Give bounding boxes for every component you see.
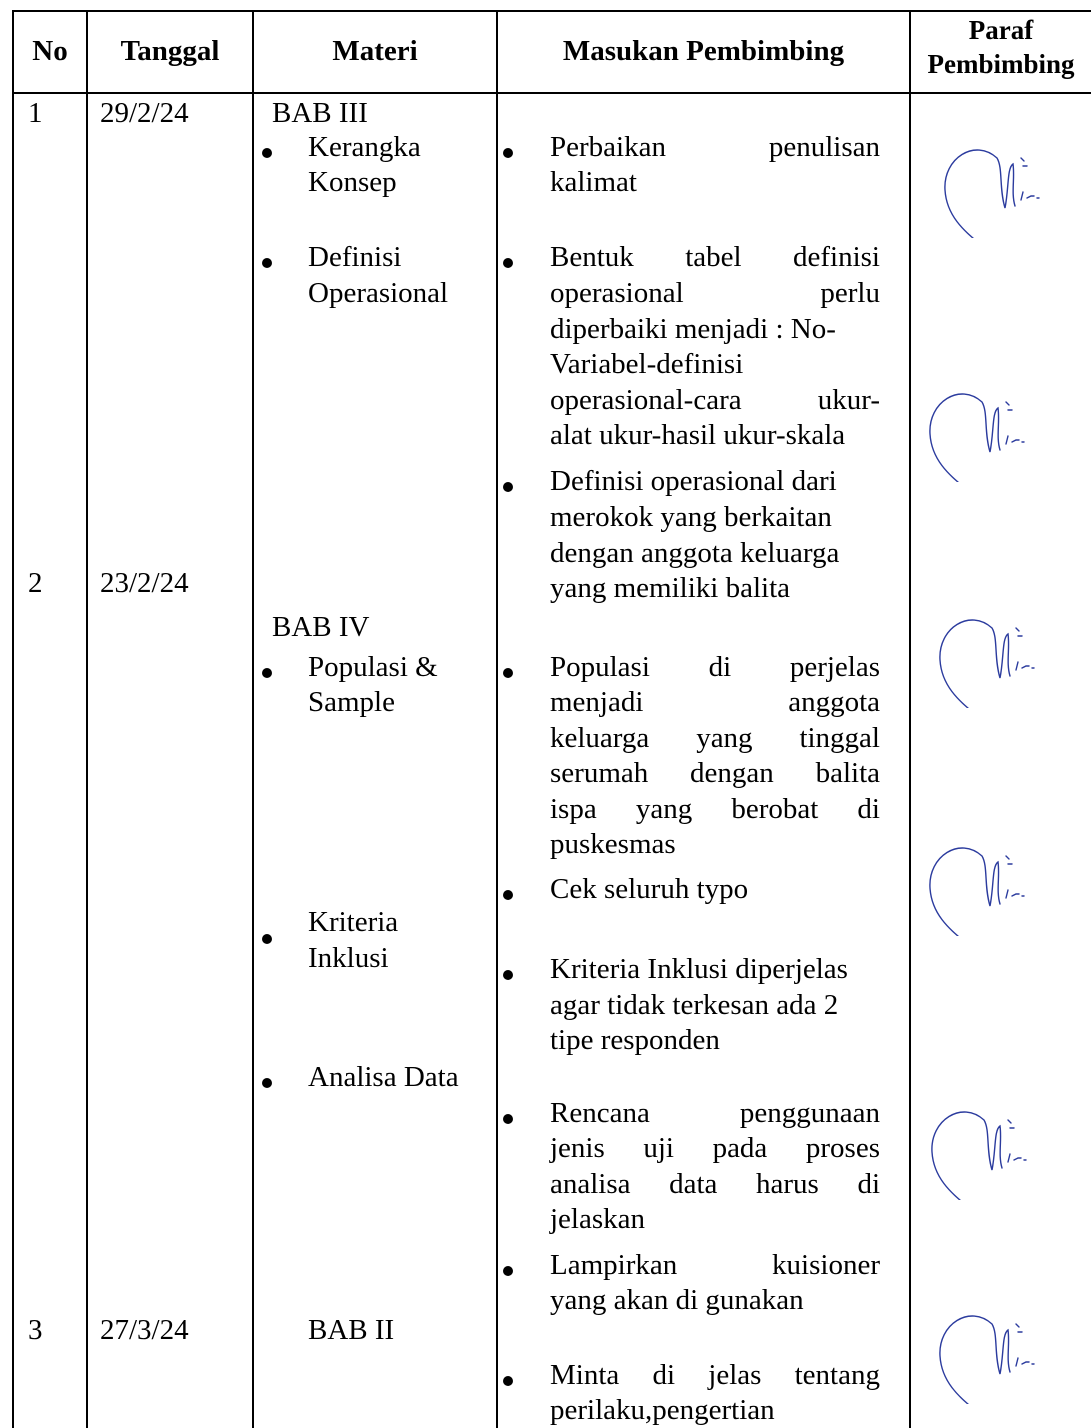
- materi-item: Konsep: [308, 166, 397, 198]
- signature-icon: [920, 826, 1050, 936]
- feedback-line: yang akan di gunakan: [550, 1284, 804, 1316]
- bullet: [262, 934, 272, 944]
- feedback-line: operasional perlu: [550, 277, 880, 309]
- bullet: [503, 148, 513, 158]
- column-border: [86, 10, 88, 1428]
- feedback-line: tipe responden: [550, 1024, 720, 1056]
- materi-item: Inklusi: [308, 942, 389, 974]
- materi-item: Populasi &: [308, 651, 438, 683]
- feedback-line: merokok yang berkaitan: [550, 501, 832, 533]
- signature-icon: [922, 1090, 1052, 1200]
- bullet: [503, 890, 513, 900]
- bullet: [503, 970, 513, 980]
- feedback-line: perilaku,pengertian: [550, 1394, 775, 1426]
- feedback-line: menjadi anggota: [550, 686, 880, 718]
- bullet: [262, 258, 272, 268]
- feedback-line: Populasi di perjelas: [550, 651, 880, 683]
- materi-item: Analisa Data: [308, 1061, 459, 1093]
- header-bottom-border: [12, 92, 1091, 94]
- feedback-line: alat ukur-hasil ukur-skala: [550, 419, 846, 451]
- materi-item: Sample: [308, 686, 395, 718]
- feedback-line: agar tidak terkesan ada 2: [550, 989, 839, 1021]
- bullet: [503, 1266, 513, 1276]
- row-date: 27/3/24: [100, 1314, 189, 1346]
- bullet: [262, 1078, 272, 1088]
- feedback-line: serumah dengan balita: [550, 757, 880, 789]
- feedback-line: dengan anggota keluarga: [550, 537, 840, 569]
- header-paraf: Paraf: [968, 15, 1034, 45]
- feedback-line: Rencana penggunaan: [550, 1097, 880, 1129]
- feedback-line: ispa yang berobat di: [550, 793, 880, 825]
- materi-chapter: BAB III: [272, 97, 368, 129]
- feedback-line: Bentuk tabel definisi: [550, 241, 880, 273]
- column-border: [252, 10, 254, 1428]
- row-no: 3: [28, 1314, 43, 1346]
- feedback-line: Perbaikan penulisan: [550, 131, 880, 163]
- column-border: [12, 10, 14, 1428]
- table-top-border: [12, 10, 1091, 12]
- feedback-line: yang memiliki balita: [550, 572, 791, 604]
- materi-item: Operasional: [308, 277, 449, 309]
- feedback-line: analisa data harus di: [550, 1168, 880, 1200]
- signature-icon: [935, 128, 1065, 238]
- feedback-line: Kriteria Inklusi diperjelas: [550, 953, 848, 985]
- header-materi: Materi: [332, 35, 418, 67]
- header-tanggal: Tanggal: [120, 35, 220, 67]
- materi-chapter: BAB II: [308, 1314, 395, 1346]
- row-date: 29/2/24: [100, 97, 189, 129]
- feedback-line: operasional-cara ukur-: [550, 384, 880, 416]
- feedback-line: diperbaiki menjadi : No-: [550, 313, 836, 345]
- row-date: 23/2/24: [100, 567, 189, 599]
- bullet: [503, 668, 513, 678]
- bullet: [262, 148, 272, 158]
- materi-chapter: BAB IV: [272, 611, 370, 643]
- feedback-line: Lampirkan kuisioner: [550, 1249, 880, 1281]
- row-no: 1: [28, 97, 43, 129]
- feedback-line: jelaskan: [550, 1203, 646, 1235]
- bullet: [503, 1376, 513, 1386]
- signature-icon: [930, 598, 1060, 708]
- bullet: [262, 668, 272, 678]
- feedback-line: keluarga yang tinggal: [550, 722, 880, 754]
- bullet: [503, 482, 513, 492]
- feedback-line: puskesmas: [550, 828, 676, 860]
- materi-item: Kerangka: [308, 131, 421, 163]
- feedback-line: Definisi operasional dari: [550, 465, 837, 497]
- feedback-line: Variabel-definisi: [550, 348, 744, 380]
- feedback-line: kalimat: [550, 166, 637, 198]
- header-pembimbing: Pembimbing: [927, 49, 1075, 79]
- header-no: No: [32, 35, 68, 67]
- column-border: [496, 10, 498, 1428]
- column-border: [909, 10, 911, 1428]
- feedback-line: jenis uji pada proses: [550, 1132, 880, 1164]
- materi-item: Definisi: [308, 241, 402, 273]
- header-masukan: Masukan Pembimbing: [562, 35, 845, 67]
- bullet: [503, 1114, 513, 1124]
- bullet: [503, 258, 513, 268]
- materi-item: Kriteria: [308, 906, 399, 938]
- feedback-line: Minta di jelas tentang: [550, 1359, 880, 1391]
- feedback-line: Cek seluruh typo: [550, 873, 749, 905]
- signature-icon: [930, 1294, 1060, 1404]
- signature-icon: [920, 372, 1050, 482]
- row-no: 2: [28, 567, 43, 599]
